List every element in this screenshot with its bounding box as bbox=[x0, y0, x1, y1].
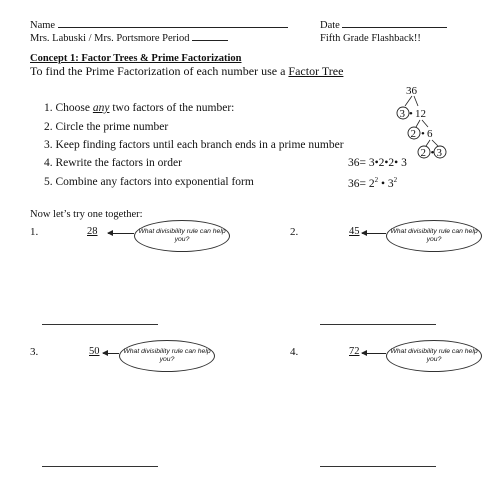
tree-node-right: 6 bbox=[427, 128, 433, 140]
tree-node-right: 3 bbox=[436, 147, 442, 159]
tree-node-left: 2 bbox=[410, 128, 416, 140]
step-number: 3. bbox=[44, 139, 53, 151]
hint-bubble: What divisibility rule can help you? bbox=[119, 340, 215, 372]
tree-root: 36 bbox=[406, 85, 417, 97]
step-number: 4. bbox=[44, 157, 53, 169]
step-number: 1. bbox=[44, 102, 53, 114]
exponential-base-text: 36= 2 bbox=[348, 177, 375, 190]
hint-bubble: What divisibility rule can help you? bbox=[134, 220, 230, 252]
problem-number: 3. bbox=[30, 346, 39, 358]
problem-number: 2. bbox=[290, 226, 299, 238]
step-3 bbox=[44, 139, 344, 151]
step-text: Circle the prime number bbox=[55, 121, 169, 133]
step-text: Combine any factors into exponential form bbox=[55, 176, 254, 188]
answer-line[interactable] bbox=[42, 324, 158, 325]
subtitle: Fifth Grade Flashback!! bbox=[320, 33, 421, 44]
tree-dot: • bbox=[409, 108, 413, 120]
date-label-text: Date bbox=[320, 20, 340, 31]
period-blank[interactable] bbox=[192, 40, 228, 41]
exponential-base-text: • 3 bbox=[378, 177, 394, 190]
problem-value: 50 bbox=[89, 346, 100, 357]
hint-arrow bbox=[103, 353, 119, 354]
hint-arrow bbox=[108, 233, 134, 234]
tree-node-right: 12 bbox=[415, 108, 426, 120]
hint-arrow bbox=[362, 233, 386, 234]
date-label bbox=[320, 20, 447, 31]
tree-node-left: 2 bbox=[420, 147, 426, 159]
step-1 bbox=[44, 102, 234, 114]
rewrite-answer: 36= 3•2•2• 3 bbox=[348, 157, 407, 169]
factor-tree-term: Factor Tree bbox=[288, 64, 344, 78]
tree-branch bbox=[426, 140, 430, 146]
answer-line[interactable] bbox=[42, 466, 158, 467]
teachers-period-text: Mrs. Labuski / Mrs. Portsmore Period bbox=[30, 33, 190, 44]
concept-title: Concept 1: Factor Trees & Prime Factorization bbox=[30, 53, 242, 64]
problem-number: 4. bbox=[290, 346, 299, 358]
step-text: two factors of the number: bbox=[112, 102, 235, 114]
step-text: Keep finding factors until each branch ends in a prime number bbox=[55, 139, 344, 151]
step-number: 5. bbox=[44, 176, 53, 188]
hint-arrow bbox=[362, 353, 386, 354]
tree-dot: • bbox=[421, 128, 425, 140]
tree-branch bbox=[414, 96, 418, 106]
tree-branch bbox=[422, 120, 428, 127]
tree-dot: • bbox=[430, 147, 435, 159]
teachers-period bbox=[30, 33, 228, 44]
hint-bubble: What divisibility rule can help you? bbox=[386, 340, 482, 372]
tree-branch bbox=[405, 96, 412, 106]
problem-number: 1. bbox=[30, 226, 39, 238]
step-5 bbox=[44, 176, 254, 188]
step-text: Choose bbox=[55, 102, 90, 114]
exponent: 2 bbox=[374, 176, 379, 184]
tree-branch bbox=[416, 120, 420, 127]
tree-node-left: 3 bbox=[399, 108, 405, 120]
answer-line[interactable] bbox=[320, 466, 436, 467]
exponential-answer bbox=[348, 176, 397, 190]
concept-intro-text: To find the Prime Factorization of each number use a bbox=[30, 64, 286, 78]
name-blank[interactable] bbox=[58, 27, 288, 28]
hint-bubble: What divisibility rule can help you? bbox=[386, 220, 482, 252]
concept-intro bbox=[30, 64, 343, 79]
problem-value: 28 bbox=[87, 226, 98, 237]
name-label-text: Name bbox=[30, 20, 56, 31]
step-text: Rewrite the factors in order bbox=[55, 157, 182, 169]
problem-value: 45 bbox=[349, 226, 360, 237]
step-2 bbox=[44, 121, 168, 133]
factor-tree-diagram bbox=[378, 82, 488, 164]
step-number: 2. bbox=[44, 121, 53, 133]
answer-line[interactable] bbox=[320, 324, 436, 325]
exponent: 2 bbox=[393, 176, 398, 184]
step-4 bbox=[44, 157, 182, 169]
step-emphasis: any bbox=[92, 102, 110, 114]
practice-label: Now let’s try one together: bbox=[30, 209, 143, 220]
problem-value: 72 bbox=[349, 346, 360, 357]
name-label bbox=[30, 20, 288, 31]
tree-branch bbox=[432, 140, 438, 146]
date-blank[interactable] bbox=[342, 27, 447, 28]
